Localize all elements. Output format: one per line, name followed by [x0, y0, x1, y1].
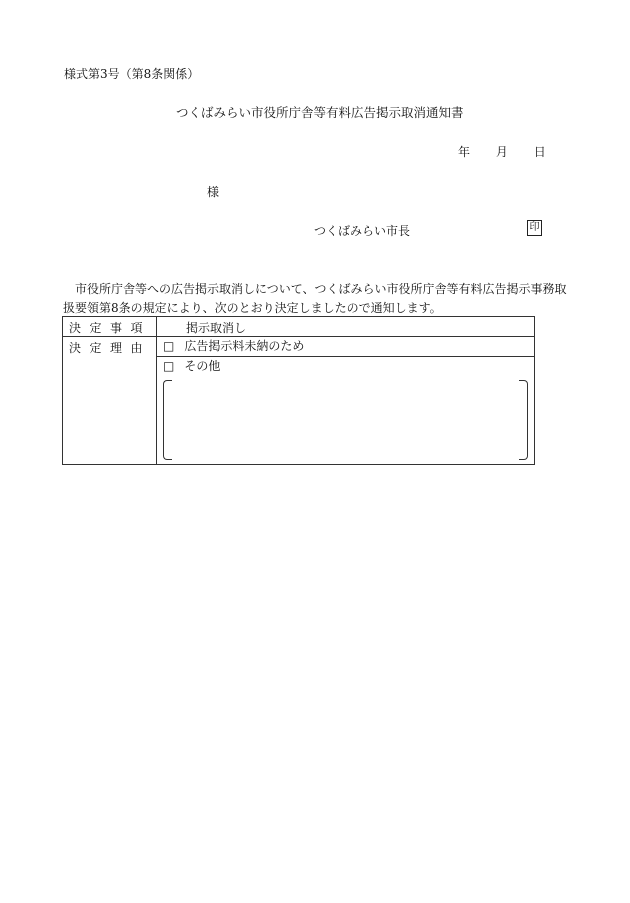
decision-value: 掲示取消し — [157, 317, 535, 337]
right-bracket — [519, 380, 528, 460]
reason-option-1 — [157, 337, 534, 357]
document-title: つくばみらい市役所庁舎等有料広告掲示取消通知書 — [176, 105, 464, 120]
left-bracket — [163, 380, 172, 460]
reason-label: 決定理由 — [63, 337, 157, 465]
reason-row — [63, 337, 535, 465]
addressee-suffix: 様 — [207, 185, 220, 199]
notification-body — [63, 280, 575, 318]
form-number: 様式第3号（第8条関係） — [64, 67, 200, 81]
reason-option-2 — [157, 357, 534, 376]
body-line-2: 扱要領第8条の規定により、次のとおり決定しましたので通知します。 — [63, 301, 442, 315]
decision-row — [63, 317, 535, 337]
sender-name: つくばみらい市長 — [314, 224, 411, 238]
other-reason-area[interactable] — [157, 376, 534, 464]
seal-mark: 印 — [527, 220, 542, 236]
date-year-label: 年 — [458, 145, 471, 159]
body-line-1: 市役所庁舎等への広告掲示取消しについて、つくばみらい市役所庁舎等有料広告掲示事務取 — [75, 282, 567, 296]
reason-option-2-label: その他 — [184, 359, 221, 373]
decision-label: 決定事項 — [63, 317, 157, 337]
checkbox-2[interactable]: □ — [163, 359, 175, 373]
reason-cell — [157, 337, 535, 465]
date-line — [458, 143, 546, 160]
date-month-label: 月 — [495, 145, 508, 159]
checkbox-1[interactable]: □ — [163, 339, 175, 353]
date-day-label: 日 — [533, 145, 546, 159]
reason-option-1-label: 広告掲示料未納のため — [184, 339, 305, 353]
decision-table — [62, 316, 535, 465]
